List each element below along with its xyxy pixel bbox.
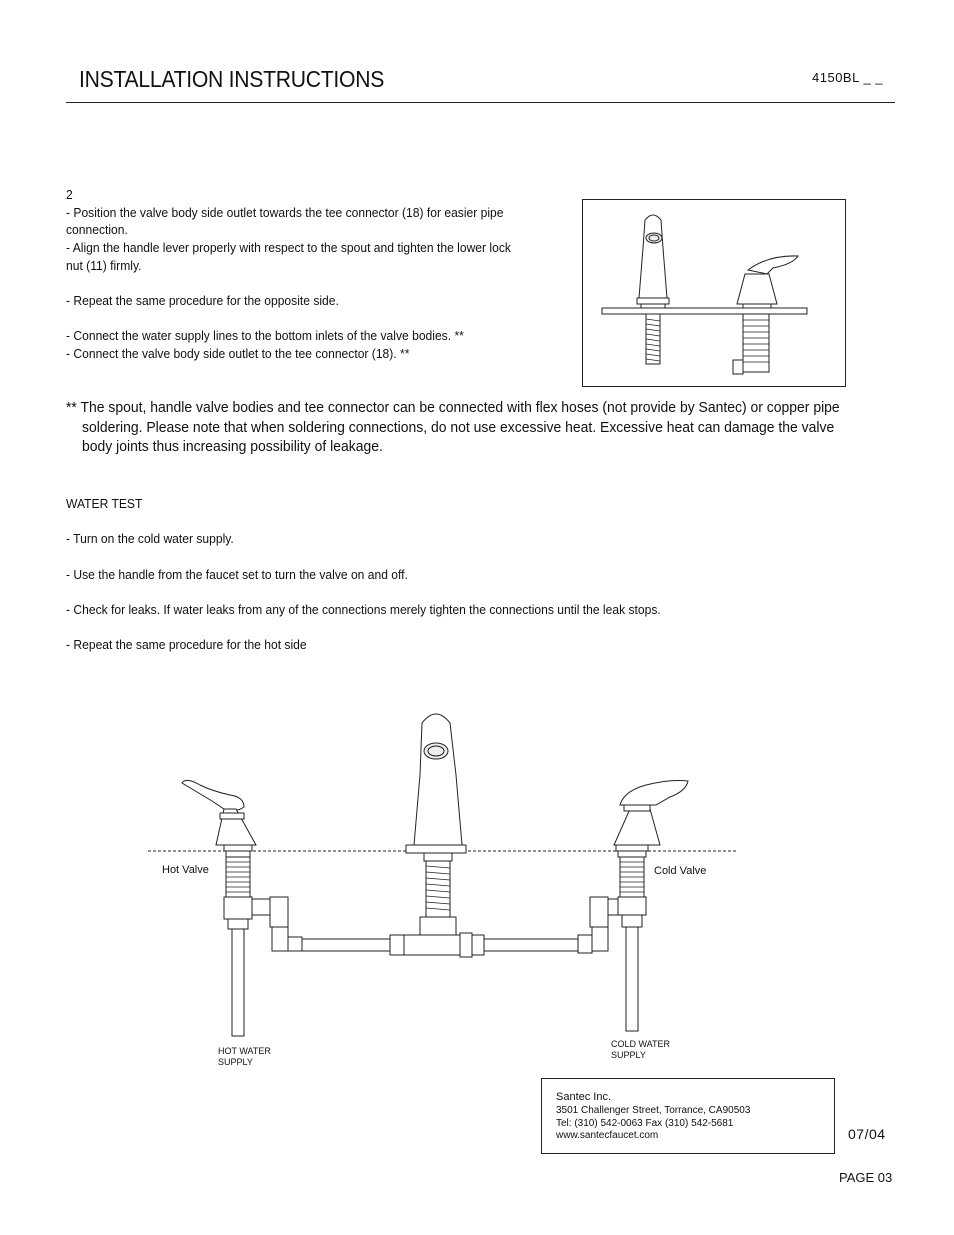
note-line: soldering. Please note that when soldering connections, do not use excessive heat. Excessive heat can damage the valve <box>82 419 835 436</box>
water-test-heading: WATER TEST <box>66 496 143 511</box>
model-number: 4150BL _ _ <box>812 70 884 85</box>
header-rule <box>66 102 895 103</box>
contact-box <box>541 1078 835 1154</box>
note-line: ** The spout, handle valve bodies and tee connector can be connected with flex hoses (not provide by Santec) or copper pipe <box>66 399 840 416</box>
company-name: Santec Inc. <box>556 1091 612 1103</box>
water-test-item: - Check for leaks. If water leaks from any of the connections merely tighten the connections until the leak stops. <box>66 602 661 617</box>
water-test-item: - Repeat the same procedure for the hot side <box>66 637 307 652</box>
step-line: - Repeat the same procedure for the opposite side. <box>66 293 339 308</box>
hot-supply-label: HOT WATER SUPPLY <box>218 1046 271 1067</box>
cold-valve-label: Cold Valve <box>654 865 707 877</box>
step-line: nut (11) firmly. <box>66 258 142 273</box>
company-phone: Tel: (310) 542-0063 Fax (310) 542-5681 <box>556 1117 734 1129</box>
step-line: - Connect the water supply lines to the bottom inlets of the valve bodies. ** <box>66 328 464 343</box>
step-line: - Align the handle lever properly with respect to the spout and tighten the lower lock <box>66 240 511 255</box>
step-line: - Connect the valve body side outlet to the tee connector (18). ** <box>66 346 410 361</box>
page-number: PAGE 03 <box>839 1170 893 1185</box>
faucet-assembly-illustration <box>583 200 845 386</box>
step-line: connection. <box>66 222 128 237</box>
assembly-diagram <box>582 199 846 387</box>
step-number: 2 <box>66 187 73 202</box>
company-details <box>556 1105 750 1143</box>
company-website: www.santecfaucet.com <box>556 1130 659 1141</box>
cold-supply-label: COLD WATER SUPPLY <box>611 1039 671 1060</box>
water-test-item: - Use the handle from the faucet set to turn the valve on and off. <box>66 567 408 582</box>
hot-valve-label: Hot Valve <box>162 864 209 876</box>
water-test-item: - Turn on the cold water supply. <box>66 531 234 546</box>
page-title: INSTALLATION INSTRUCTIONS <box>79 66 385 92</box>
company-address: 3501 Challenger Street, Torrance, CA90503 <box>556 1105 751 1116</box>
note-line: body joints thus increasing possibility of leakage. <box>82 438 383 455</box>
revision-date: 07/04 <box>848 1126 886 1142</box>
step-line: - Position the valve body side outlet towards the tee connector (18) for easier pipe <box>66 205 504 220</box>
